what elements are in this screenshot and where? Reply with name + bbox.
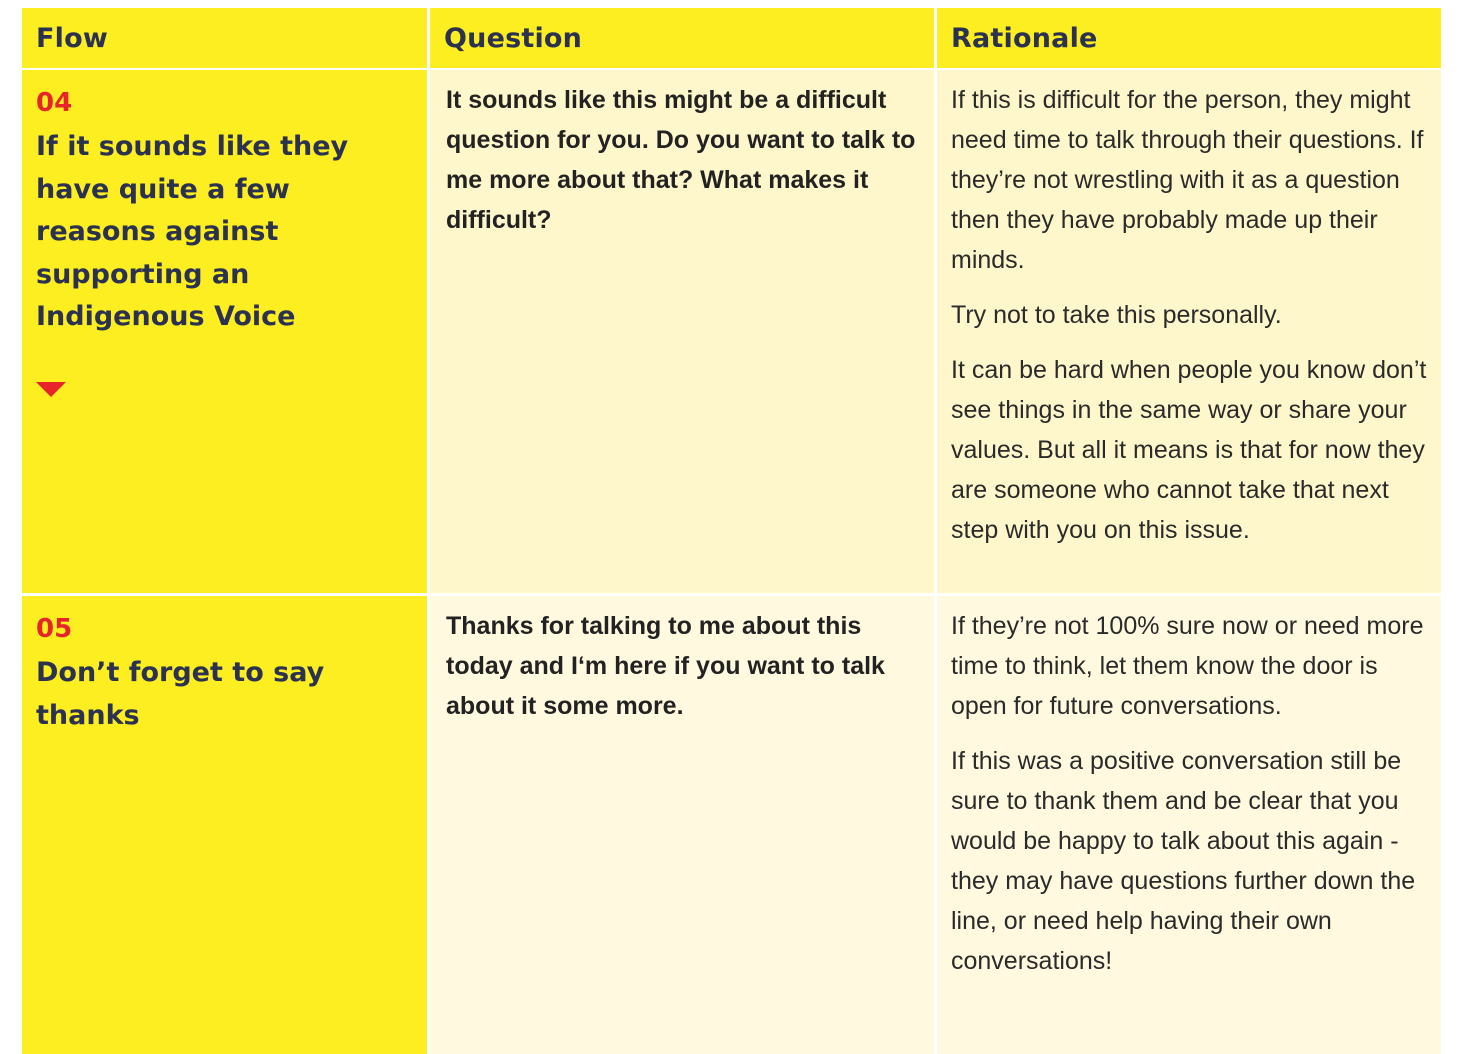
question-text: It sounds like this might be a difficult question for you. Do you want to talk to me more about that? What makes it difficult? (446, 86, 916, 234)
row-04-question-cell (430, 70, 934, 593)
row-05-flow-cell (22, 596, 427, 1054)
step-number: 04 (36, 88, 73, 118)
rationale-paragraph: If this was a positive conversation still be sure to thank them and be clear that you would be happy to talk about this again - they may have questions further down the line, or need help having their own conversations! (951, 747, 1416, 975)
step-title: If it sounds like they have quite a few reasons against supporting an Indigenous Voice (36, 131, 349, 332)
header-flow-label: Flow (36, 23, 108, 54)
rationale-paragraph: Try not to take this personally. (951, 301, 1282, 329)
row-04-rationale-cell (937, 70, 1441, 593)
row-05-question-cell (430, 596, 934, 1054)
rationale-text (951, 80, 1431, 565)
step-title: Don’t forget to say thanks (36, 657, 325, 731)
rationale-paragraph: If they’re not 100% sure now or need more time to think, let them know the door is open for future conversations. (951, 612, 1424, 720)
header-question (430, 8, 934, 68)
row-04-flow-cell (22, 70, 427, 593)
header-question-label: Question (444, 23, 583, 54)
triangle-down-icon (36, 382, 66, 397)
rationale-paragraph: If this is difficult for the person, they might need time to talk through their questions. If they’re not wrestling with it as a question then they have probably made up their minds. (951, 86, 1424, 274)
question-text: Thanks for talking to me about this today and I‘m here if you want to talk about it some more. (446, 612, 885, 720)
header-rationale-label: Rationale (951, 23, 1098, 54)
rationale-paragraph: It can be hard when people you know don’t see things in the same way or share your values. But all it means is that for now they are someone who cannot take that next step with you on this issue. (951, 356, 1427, 544)
header-rationale (937, 8, 1441, 68)
row-05-rationale-cell (937, 596, 1441, 1054)
step-number: 05 (36, 614, 73, 644)
rationale-text (951, 606, 1431, 996)
header-flow (22, 8, 427, 68)
